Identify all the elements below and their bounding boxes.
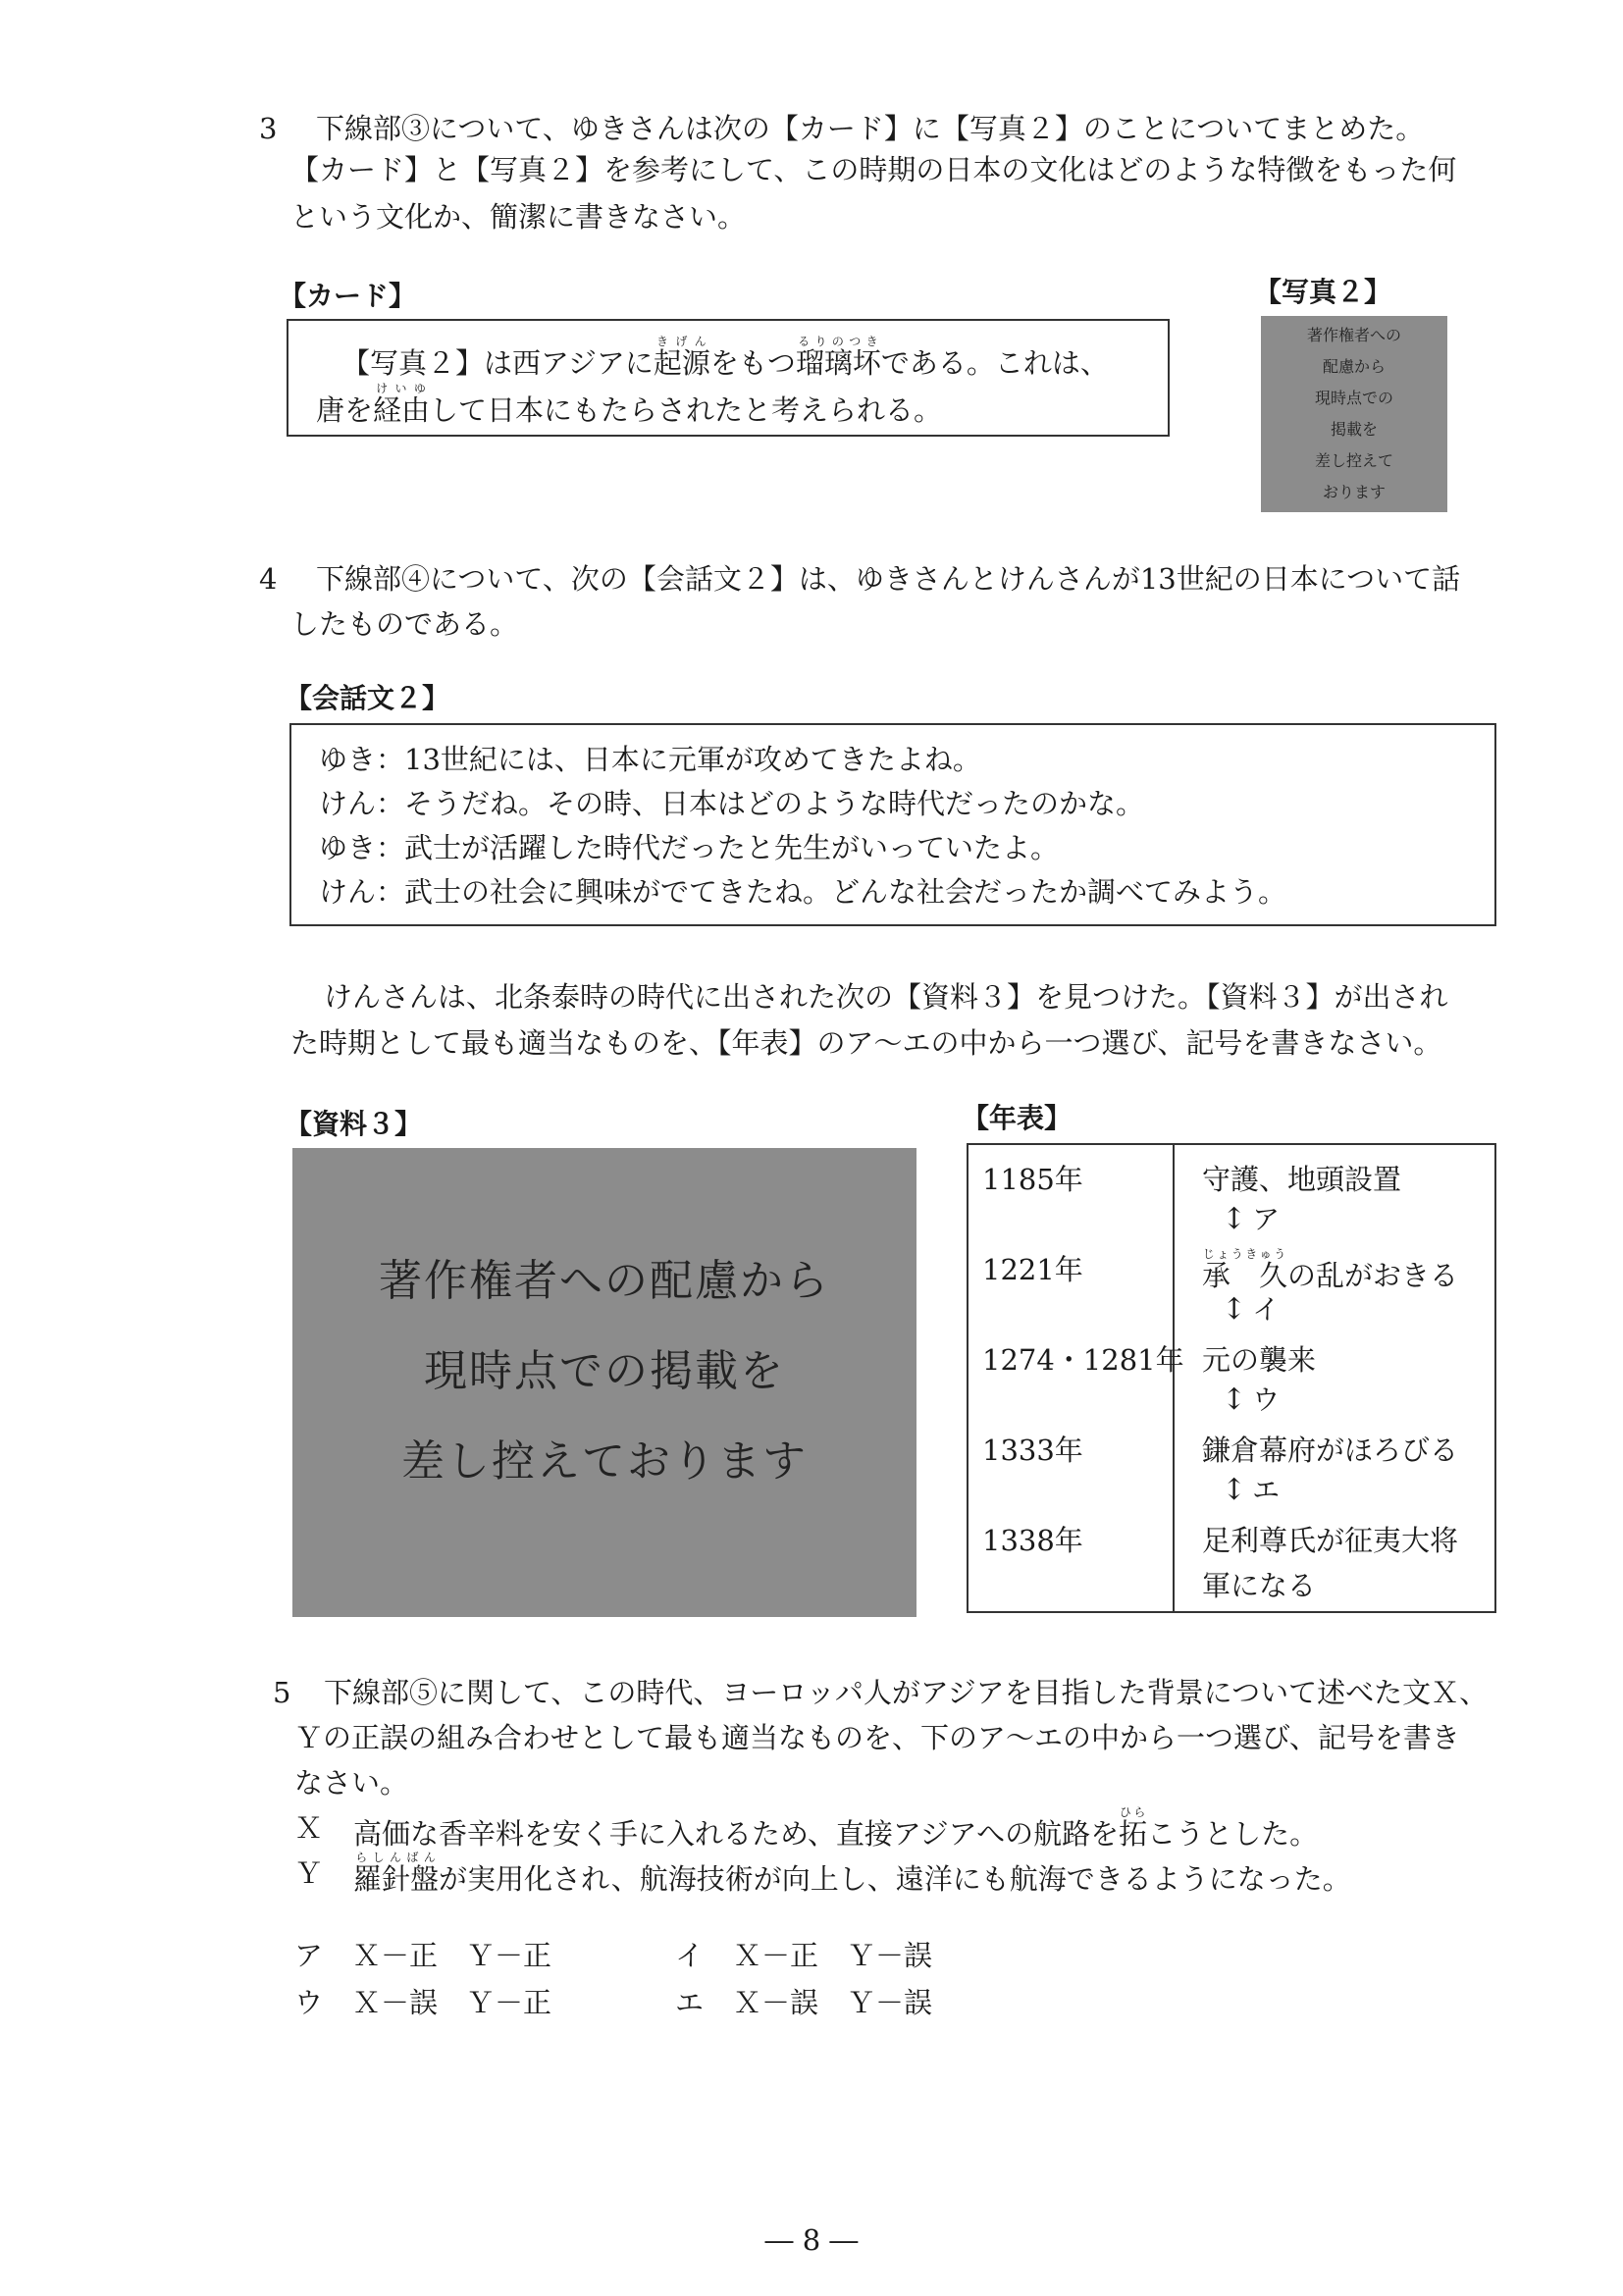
shiryo3-line: 現時点での掲載を <box>424 1346 785 1396</box>
kigen-ruby: 起源きげん <box>653 335 710 380</box>
q3-line2: 【カード】と【写真２】を参考にして、この時期の日本の文化はどのような特徴をもった何 <box>290 153 1457 186</box>
nenpyo-event: 足利尊氏が征夷大将 <box>1202 1524 1459 1557</box>
dialog-label: 【会話文２】 <box>285 682 450 714</box>
period-arrow-i: ↕ イ <box>1222 1292 1281 1327</box>
up-down-arrow-icon: ↕ <box>1222 1292 1247 1327</box>
dialog-line: けん：そうだね。その時、日本はどのような時代だったのかな。 <box>319 787 1145 820</box>
photo2-line: おります <box>1322 483 1386 501</box>
nenpyo-event: 軍になる <box>1202 1569 1317 1602</box>
nenpyo-year: 1338年 <box>982 1524 1083 1557</box>
nenpyo-event: 鎌倉幕府がほろびる <box>1202 1434 1459 1467</box>
q5-line1: 下線部⑤に関して、この時代、ヨーロッパ人がアジアを目指した背景について述べた文Ｘ、 <box>324 1676 1489 1709</box>
photo2-line: 掲載を <box>1330 420 1378 439</box>
shiryo3-line: 差し控えております <box>401 1436 808 1487</box>
choice-a: ア Ｘ－正 Ｙ－正 <box>294 1939 552 1972</box>
nenpyo-year: 1221年 <box>982 1253 1083 1286</box>
nenpyo-event: 元の襲来 <box>1202 1343 1317 1377</box>
statement-y: 羅針盤らしんばんが実用化され、航海技術が向上し、遠洋にも航海できるようになった。 <box>353 1851 1351 1896</box>
statement-y-label: Ｙ <box>294 1856 324 1890</box>
choice-e: エ Ｘ－誤 Ｙ－誤 <box>675 1986 933 2019</box>
statement-x: 高価な香辛料を安く手に入れるため、直接アジアへの航路を拓ひらこうとした。 <box>353 1805 1319 1851</box>
q4-line1: 下線部④について、次の【会話文２】は、ゆきさんとけんさんが13世紀の日本について話 <box>316 562 1461 596</box>
q5-line3: なさい。 <box>294 1766 409 1800</box>
period-arrow-a: ↕ ア <box>1222 1202 1281 1236</box>
card-box <box>287 319 1170 437</box>
keiyu-ruby: 経由けいゆ <box>373 382 431 427</box>
period-arrow-e: ↕ エ <box>1222 1473 1281 1507</box>
q4-number: 4 <box>259 562 278 596</box>
photo2-line: 差し控えて <box>1314 451 1393 470</box>
q3-line3: という文化か、簡潔に書きなさい。 <box>290 200 747 234</box>
period-arrow-u: ↕ ウ <box>1222 1383 1281 1417</box>
choice-i: イ Ｘ－正 Ｙ－誤 <box>675 1939 933 1972</box>
shiryo3-line: 著作権者への配慮から <box>379 1256 830 1306</box>
nenpyo-year: 1185年 <box>982 1163 1083 1196</box>
shiryo3-label: 【資料３】 <box>285 1108 423 1140</box>
nenpyo-year: 1333年 <box>982 1434 1083 1467</box>
q5-line2: Ｙの正誤の組み合わせとして最も適当なものを、下のア～エの中から一つ選び、記号を書き <box>294 1721 1460 1754</box>
dialog-line: ゆき：13世紀には、日本に元軍が攻めてきたよね。 <box>319 743 981 776</box>
photo2-label: 【写真２】 <box>1254 276 1392 308</box>
up-down-arrow-icon: ↕ <box>1222 1473 1247 1507</box>
card-line1: 【写真２】は西アジアに起源きげんをもつ瑠璃坏るりのつきである。これは、 <box>341 335 1109 380</box>
q4-question-line1: けんさんは、北条泰時の時代に出された次の【資料３】を見つけた。【資料３】が出され <box>324 980 1448 1014</box>
q3-line1: 下線部③について、ゆきさんは次の【カード】に【写真２】のことについてまとめた。 <box>316 112 1425 145</box>
photo2-line: 現時点での <box>1314 389 1393 407</box>
shiryo3-placeholder <box>292 1148 916 1617</box>
photo2-line: 配慮から <box>1322 357 1386 376</box>
statement-x-label: Ｘ <box>294 1811 324 1845</box>
nenpyo-table <box>967 1143 1496 1613</box>
hira-ruby: 拓ひら <box>1119 1805 1148 1851</box>
q5-number: 5 <box>273 1676 291 1709</box>
q3-number: 3 <box>259 112 278 145</box>
nenpyo-event: 承 久じょうきゅうの乱がおきる <box>1202 1247 1459 1292</box>
dialog-line: ゆき：武士が活躍した時代だったと先生がいっていたよ。 <box>319 831 1060 864</box>
up-down-arrow-icon: ↕ <box>1222 1202 1247 1236</box>
nenpyo-event: 守護、地頭設置 <box>1202 1163 1402 1196</box>
card-label: 【カード】 <box>279 280 417 312</box>
dialog-line: けん：武士の社会に興味がでてきたね。どんな社会だったか調べてみよう。 <box>319 875 1287 909</box>
rurinotsuki-ruby: 瑠璃坏るりのつき <box>795 335 881 380</box>
nenpyo-label: 【年表】 <box>962 1102 1073 1134</box>
rashinban-ruby: 羅針盤らしんばん <box>353 1851 440 1896</box>
choice-u: ウ Ｘ－誤 Ｙ－正 <box>294 1986 552 2019</box>
photo2-line: 著作権者への <box>1306 326 1401 344</box>
q4-line2: したものである。 <box>290 607 519 641</box>
up-down-arrow-icon: ↕ <box>1222 1383 1247 1417</box>
card-line2: 唐を経由けいゆして日本にもたらされたと考えられる。 <box>316 382 943 427</box>
photo2-placeholder <box>1261 316 1447 512</box>
q4-question-line2: た時期として最も適当なものを、【年表】のア～エの中から一つ選び、記号を書きなさい。 <box>290 1026 1442 1060</box>
dialog-box <box>289 723 1496 926</box>
jokyu-ruby: 承 久じょうきゅう <box>1202 1247 1288 1292</box>
nenpyo-year: 1274・1281年 <box>982 1343 1184 1377</box>
page-number: ― 8 ― <box>764 2223 859 2257</box>
